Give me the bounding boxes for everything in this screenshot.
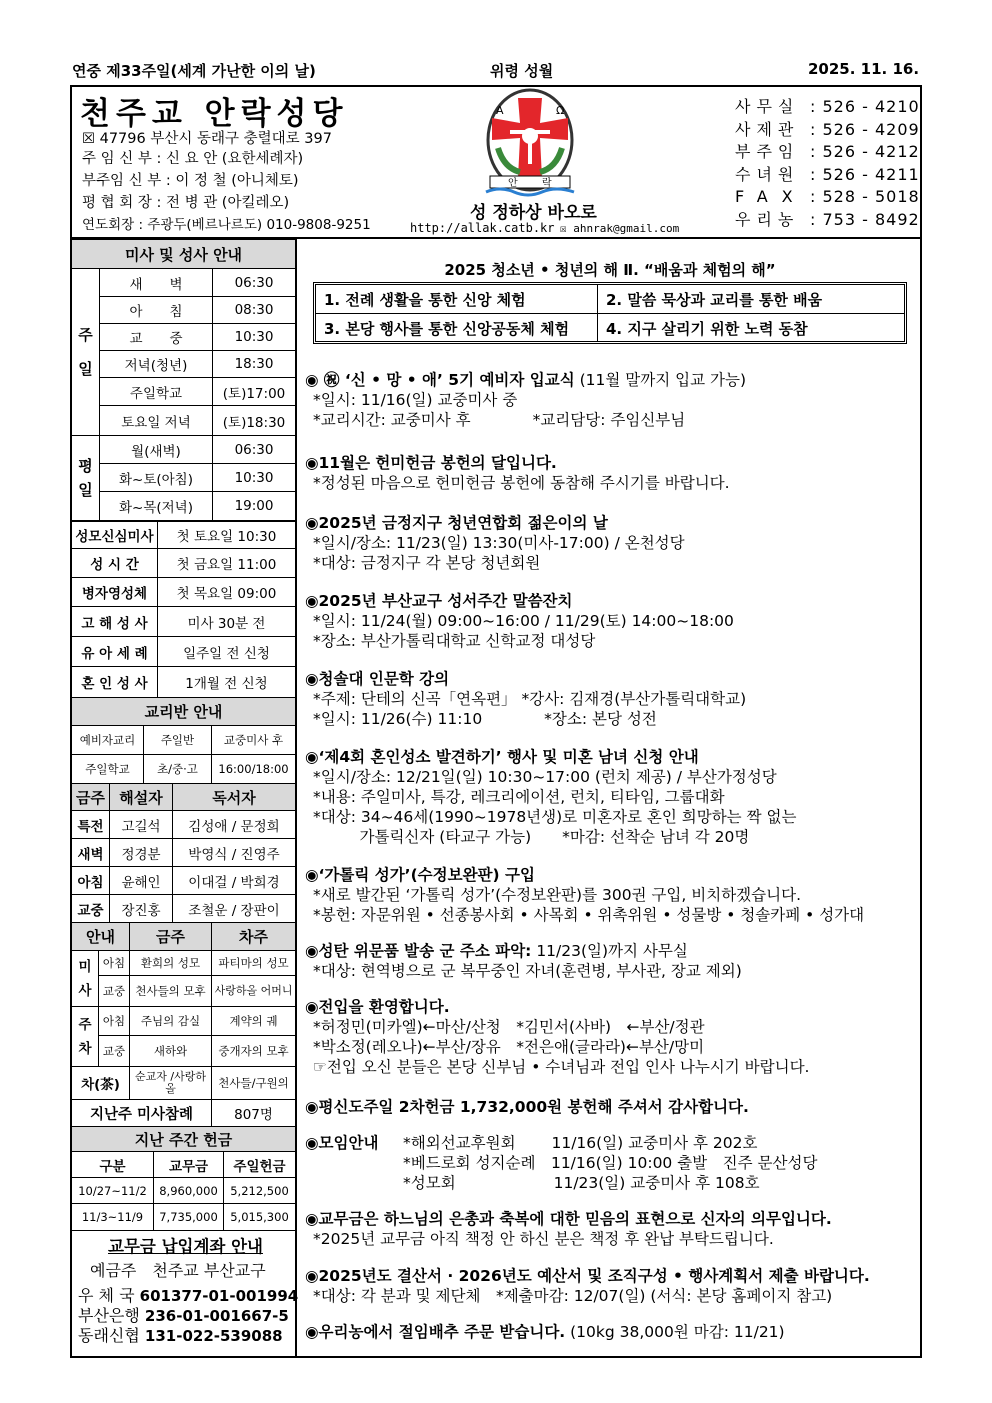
table-cell: 교중미사 후 bbox=[212, 726, 296, 755]
table-cell: 아침 bbox=[99, 1007, 130, 1036]
table-cell: 천사들의 모후 bbox=[130, 976, 212, 1007]
notice-title: ◉우리농에서 절임배추 주문 받습니다. (10kg 38,000원 마감: 11/21) bbox=[305, 1323, 785, 1341]
table-cell: 성모신심미사 bbox=[72, 521, 158, 549]
table-cell: 06:30 bbox=[213, 269, 296, 297]
notice-title: ◉ ㊗ ‘신 • 망 • 애’ 5기 예비자 입교식 (11월 말까지 입교 가능) bbox=[305, 371, 747, 389]
account-row: 부산은행 236-01-001667-5 bbox=[78, 1306, 289, 1325]
notice-item bbox=[305, 941, 910, 981]
table-cell: 특전 bbox=[72, 811, 110, 839]
table-cell: 장진홍 bbox=[110, 895, 173, 923]
table-cell: 조철운 / 장판이 bbox=[173, 895, 296, 923]
council-president: 평 협 회 장 : 전 병 관 (아킬레오) bbox=[82, 195, 290, 211]
theme-title: 2025 청소년 • 청년의 해 Ⅱ. “배움과 체험의 해” bbox=[444, 261, 776, 279]
table-cell: 주일학교 bbox=[72, 755, 144, 784]
patron-saint: 성 정하상 바오로 bbox=[470, 203, 597, 223]
assistant-pastor: 부주임 신 부 : 이 정 철 (아니체토) bbox=[82, 173, 299, 189]
table-cell: 8,960,000 bbox=[154, 1178, 224, 1204]
table-cell: 교무금 bbox=[154, 1152, 224, 1178]
table-cell: 첫 토요일 10:30 bbox=[158, 521, 296, 549]
pastor: 주 임 신 부 : 신 요 안 (요한세례자) bbox=[82, 151, 304, 167]
bulletin-date: 2025. 11. 16. bbox=[808, 60, 920, 78]
table-cell: 안내 bbox=[72, 923, 130, 951]
catechism-table bbox=[71, 697, 296, 784]
notice-item bbox=[305, 513, 910, 573]
table-cell: 미 사 bbox=[72, 951, 99, 1007]
church-logo bbox=[480, 88, 580, 200]
table-cell: 7,735,000 bbox=[154, 1204, 224, 1231]
table-cell: 지난주 미사참례 bbox=[72, 1100, 212, 1127]
notice-item bbox=[305, 370, 910, 430]
table-cell: 환희의 성모 bbox=[130, 951, 212, 976]
table-cell: 화~토(아침) bbox=[100, 464, 213, 492]
phone-list: 사무실 : 526 - 4210 사제관 : 526 - 4209 부주임 : 526 - 4212 수녀원 : 526 - 4211 FAX : 528 - 5018 우리농 : 753 - 8492 bbox=[735, 97, 920, 229]
notice-title: ◉전입을 환영합니다. bbox=[305, 998, 450, 1016]
table-cell: 주일학교 bbox=[100, 378, 213, 406]
table-cell: (토)17:00 bbox=[213, 378, 296, 406]
notice-item bbox=[305, 669, 910, 729]
table-cell: 아침 bbox=[99, 951, 130, 976]
table-cell: 차주 bbox=[212, 923, 296, 951]
table-cell: 성 시 간 bbox=[72, 549, 158, 578]
readers-table bbox=[71, 783, 296, 923]
notice-line: 가톨릭신자 (타교구 가능) *마감: 선착순 남녀 각 20명 bbox=[313, 828, 750, 846]
notice-line: *새로 발간된 ‘가톨릭 성가’(수정보완판)를 300권 구입, 비치하겠습니다. bbox=[313, 886, 801, 904]
table-cell: 월(새벽) bbox=[100, 436, 213, 464]
table-cell: 금주 bbox=[72, 784, 110, 811]
table-cell: 10:30 bbox=[213, 464, 296, 492]
notice-line: *일시/장소: 11/23(일) 13:30(미사-17:00) / 온천성당 bbox=[313, 534, 685, 552]
notice-title: ◉2025년 금정지구 청년연합회 젊은이의 날 bbox=[305, 514, 608, 532]
table-cell: 교중 bbox=[99, 1036, 130, 1067]
notice-line: *내용: 주일미사, 특강, 레크리에이션, 런치, 티타임, 그룹대화 bbox=[313, 788, 725, 806]
email-link[interactable]: ☒ ahnrak@gmail.com bbox=[560, 222, 680, 235]
mass-schedule-table bbox=[71, 239, 296, 522]
notice-line: *해외선교후원회 11/16(일) 교중미사 후 202호 bbox=[403, 1134, 758, 1152]
table-cell: 주일반 bbox=[144, 726, 212, 755]
table-cell: 김성애 / 문정희 bbox=[173, 811, 296, 839]
notice-item bbox=[305, 591, 910, 651]
notice-line: *박소정(레오나)←부산/장유 *전은애(글라라)←부산/망미 bbox=[313, 1038, 705, 1056]
notice-line: *2025년 교무금 아직 책정 안 하신 분은 책정 후 완납 부탁드립니다. bbox=[313, 1230, 774, 1248]
table-cell: 11/3~11/9 bbox=[72, 1204, 154, 1231]
table-cell: 토요일 저녁 bbox=[100, 406, 213, 436]
table-cell: 08:30 bbox=[213, 297, 296, 324]
table-cell: 차(茶) bbox=[72, 1067, 130, 1100]
notice-line: *대상: 금정지구 각 본당 청년회원 bbox=[313, 554, 541, 572]
notice-title: ◉성탄 위문품 발송 군 주소 파악: 11/23(일)까지 사무실 bbox=[305, 942, 688, 960]
notice-title: ◉모임안내 bbox=[305, 1134, 379, 1152]
table-cell: 06:30 bbox=[213, 436, 296, 464]
account-title: 교무금 납입계좌 안내 bbox=[108, 1237, 263, 1256]
notice-line: *정성된 마음으로 헌미헌금 봉헌에 동참해 주시기를 바랍니다. bbox=[313, 474, 730, 492]
notice-item bbox=[305, 1097, 910, 1117]
table-cell: 파티마의 성모 bbox=[212, 951, 296, 976]
table-cell: 19:00 bbox=[213, 492, 296, 521]
table-cell: 고길석 bbox=[110, 811, 173, 839]
svg-text:Ω: Ω bbox=[556, 104, 565, 117]
table-cell: 미사 30분 전 bbox=[158, 607, 296, 637]
table-cell: 10:30 bbox=[213, 324, 296, 351]
church-name: 천주교 안락성당 bbox=[80, 96, 349, 132]
notice-title: ◉2025년 부산교구 성서주간 말씀잔치 bbox=[305, 592, 573, 610]
table-cell: (토)18:30 bbox=[213, 406, 296, 436]
notice-line: *일시: 11/24(월) 09:00~16:00 / 11/29(토) 14:00~18:00 bbox=[313, 612, 734, 630]
notice-item bbox=[305, 1322, 910, 1342]
notice-title: ◉‘가톨릭 성가’(수정보완판) 구입 bbox=[305, 866, 535, 884]
table-cell: 초/중·고 bbox=[144, 755, 212, 784]
liturgical-week: 연중 제33주일(세계 가난한 이의 날) bbox=[72, 62, 316, 80]
table-cell: 새벽 bbox=[72, 839, 110, 867]
table-cell: 저녁(청년) bbox=[100, 351, 213, 378]
table-cell: 5,015,300 bbox=[224, 1204, 296, 1231]
table-cell: 유 아 세 례 bbox=[72, 637, 158, 667]
notice-line: *성모회 11/23(일) 교중미사 후 108호 bbox=[403, 1174, 760, 1192]
notice-title: ◉2025년도 결산서 · 2026년도 예산서 및 조직구성 • 행사계획서 제출 바랍니다. bbox=[305, 1267, 870, 1285]
table-cell: 첫 목요일 09:00 bbox=[158, 578, 296, 607]
table-cell: 10/27~11/2 bbox=[72, 1178, 154, 1204]
notice-line: *대상: 34~46세(1990~1978년생)로 미혼자로 혼인 희망하는 짝 없는 bbox=[313, 808, 797, 826]
liturgical-month: 위령 성월 bbox=[490, 62, 554, 80]
notice-line: *일시/장소: 12/21일(일) 10:30~17:00 (런치 제공) / 부산가정성당 bbox=[313, 768, 777, 786]
table-cell: 박영식 / 진영주 bbox=[173, 839, 296, 867]
svg-text:락: 락 bbox=[542, 178, 552, 189]
notice-line: *베드로회 성지순례 11/16(일) 10:00 출발 진주 문산성당 bbox=[403, 1154, 818, 1172]
notice-title: ◉‘제4회 혼인성소 발견하기’ 행사 및 미혼 남녀 신청 안내 bbox=[305, 748, 699, 766]
table-cell: 화~목(저녁) bbox=[100, 492, 213, 521]
table-cell: 새 벽 bbox=[100, 269, 213, 297]
table-cell: 일주일 전 신청 bbox=[158, 637, 296, 667]
notice-title: ◉11월은 헌미헌금 봉헌의 달입니다. bbox=[305, 454, 557, 472]
goal-item: 3. 본당 행사를 통한 신앙공동체 체험 bbox=[324, 320, 570, 338]
guide-table bbox=[71, 922, 296, 1127]
goal-item: 4. 지구 살리기 위한 노력 동참 bbox=[606, 320, 808, 338]
table-cell: 교 중 bbox=[100, 324, 213, 351]
address: ☒ 47796 부산시 동래구 충렬대로 397 bbox=[82, 131, 332, 147]
account-row: 동래신협 131-022-539088 bbox=[78, 1326, 283, 1345]
notice-line: ☞전입 오신 분들은 본당 신부님 • 수녀님과 전입 인사 나누시기 바랍니다. bbox=[313, 1058, 810, 1076]
table-cell: 주일헌금 bbox=[224, 1152, 296, 1178]
table-cell: 이대걸 / 박희경 bbox=[173, 867, 296, 895]
table-cell: 주 차 bbox=[72, 1007, 99, 1067]
notice-line: *교리시간: 교중미사 후 *교리담당: 주임신부님 bbox=[313, 411, 686, 429]
table-cell: 중개자의 모후 bbox=[212, 1036, 296, 1067]
table-cell: 18:30 bbox=[213, 351, 296, 378]
notice-line: *주제: 단테의 신곡「연옥편」 *강사: 김재경(부산가톨릭대학교) bbox=[313, 690, 747, 708]
notice-title: ◉평신도주일 2차헌금 1,732,000원 봉헌해 주셔서 감사합니다. bbox=[305, 1098, 749, 1116]
notice-item bbox=[305, 1209, 910, 1249]
goal-item: 2. 말씀 묵상과 교리를 통한 배움 bbox=[606, 291, 823, 309]
table-cell: 해설자 bbox=[110, 784, 173, 811]
table-cell: 807명 bbox=[212, 1100, 296, 1127]
table-cell: 1개월 전 신청 bbox=[158, 667, 296, 698]
table-cell: 주님의 감실 bbox=[130, 1007, 212, 1036]
notice-title: ◉청솔대 인문학 강의 bbox=[305, 670, 450, 688]
notice-item bbox=[305, 997, 910, 1077]
table-cell: 혼 인 성 사 bbox=[72, 667, 158, 698]
notice-title: ◉교무금은 하느님의 은총과 축복에 대한 믿음의 표현으로 신자의 의무입니다. bbox=[305, 1210, 832, 1228]
table-cell: 정경분 bbox=[110, 839, 173, 867]
pastoral-goals bbox=[313, 282, 907, 344]
website-link[interactable]: http://allak.catb.kr bbox=[410, 221, 555, 235]
notice-line: *일시: 11/16(일) 교중미사 중 bbox=[313, 391, 518, 409]
table-cell: 금주 bbox=[130, 923, 212, 951]
table-cell: 아 침 bbox=[100, 297, 213, 324]
notice-line: *대상: 각 분과 및 제단체 *제출마감: 12/07(일) (서식: 본당 홈페이지 참고) bbox=[313, 1287, 833, 1305]
table-cell: 사랑하올 어머니 bbox=[212, 976, 296, 1007]
notice-line: *봉헌: 자문위원 • 선종봉사회 • 사목회 • 위촉위원 • 성물방 • 청솔카페 • 성가대 bbox=[313, 906, 865, 924]
table-cell: 교중 bbox=[72, 895, 110, 923]
notice-item bbox=[305, 1133, 910, 1192]
notice-item bbox=[305, 1266, 910, 1306]
svg-text:안: 안 bbox=[508, 178, 518, 189]
table-cell: 독서자 bbox=[173, 784, 296, 811]
table-cell: 아침 bbox=[72, 867, 110, 895]
table-cell: 16:00/18:00 bbox=[212, 755, 296, 784]
table-cell: 교리반 안내 bbox=[72, 698, 296, 726]
notice-line: *장소: 부산가톨릭대학교 신학교정 대성당 bbox=[313, 632, 596, 650]
table-cell: 평 일 bbox=[72, 436, 100, 521]
table-cell: 지난 주간 헌금 bbox=[72, 1127, 296, 1152]
account-row: 우 체 국 601377-01-001994 bbox=[78, 1286, 299, 1305]
notice-item bbox=[305, 747, 910, 847]
table-cell: 첫 금요일 11:00 bbox=[158, 549, 296, 578]
table-cell: 예비자교리 bbox=[72, 726, 144, 755]
notice-item bbox=[305, 865, 910, 925]
table-cell: 계약의 궤 bbox=[212, 1007, 296, 1036]
table-cell: 병자영성체 bbox=[72, 578, 158, 607]
table-cell: 미사 및 성사 안내 bbox=[72, 240, 296, 269]
account-holder: 예금주 천주교 부산교구 bbox=[90, 1261, 266, 1280]
table-cell: 교중 bbox=[99, 976, 130, 1007]
table-cell: 새하와 bbox=[130, 1036, 212, 1067]
table-cell: 윤해인 bbox=[110, 867, 173, 895]
prayer-leader: 연도회장 : 주광두(베르나르도) 010-9808-9251 bbox=[82, 217, 371, 233]
table-cell: 순교자 /사랑하올 bbox=[130, 1067, 212, 1100]
table-cell: 주 일 bbox=[72, 269, 100, 436]
offering-table bbox=[71, 1126, 296, 1231]
table-cell: 천사들/구원의 bbox=[212, 1067, 296, 1100]
table-cell: 구분 bbox=[72, 1152, 154, 1178]
notice-line: *일시: 11/26(수) 11:10 *장소: 본당 성전 bbox=[313, 710, 657, 728]
svg-text:A: A bbox=[496, 104, 504, 117]
table-cell: 고 해 성 사 bbox=[72, 607, 158, 637]
goal-item: 1. 전례 생활을 통한 신앙 체험 bbox=[324, 291, 526, 309]
notice-line: *허정민(미카엘)←마산/산청 *김민서(사바) ←부산/정관 bbox=[313, 1018, 705, 1036]
table-cell: 5,212,500 bbox=[224, 1178, 296, 1204]
notice-line: *대상: 현역병으로 군 복무중인 자녀(훈련병, 부사관, 장교 제외) bbox=[313, 962, 742, 980]
sacraments-table bbox=[71, 520, 296, 698]
notice-item bbox=[305, 453, 910, 493]
